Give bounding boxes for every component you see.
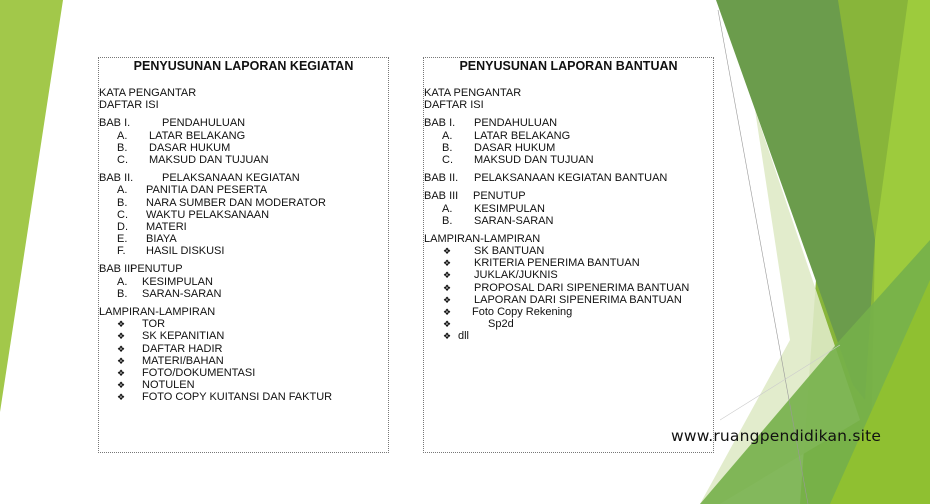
attachment-text: JUKLAK/JUKNIS <box>474 269 558 282</box>
chapter-item <box>99 197 388 209</box>
item-marker: B. <box>117 196 128 209</box>
item-marker: A. <box>117 275 128 288</box>
chapter-item <box>99 130 388 142</box>
item-text: NARA SUMBER DAN MODERATOR <box>146 196 326 209</box>
item-text: KESIMPULAN <box>474 202 545 215</box>
chapter-item <box>424 215 713 227</box>
item-marker: D. <box>117 220 128 233</box>
item-marker: A. <box>442 129 453 142</box>
bullet-diamond-icon: ❖ <box>443 331 452 342</box>
attachment-item <box>99 330 388 342</box>
bullet-diamond-icon: ❖ <box>117 392 126 403</box>
chapter-heading <box>99 172 388 184</box>
chapter-item <box>99 184 388 196</box>
document-laporan-kegiatan <box>98 57 389 453</box>
attachment-text: dll <box>458 330 470 343</box>
item-text: MAKSUD DAN TUJUAN <box>474 153 594 166</box>
chapter-item <box>424 203 713 215</box>
attachment-text: DAFTAR HADIR <box>142 342 223 355</box>
chapter-heading <box>424 190 713 202</box>
item-marker: B. <box>442 141 453 154</box>
chapter-item <box>99 154 388 166</box>
chapter-label: BAB I. <box>99 117 131 130</box>
attachment-item <box>99 355 388 367</box>
attachment-text: SK BANTUAN <box>474 245 545 258</box>
item-text: HASIL DISKUSI <box>146 245 225 258</box>
attachment-text: NOTULEN <box>142 379 195 392</box>
bullet-diamond-icon: ❖ <box>443 270 452 281</box>
attachments-heading: LAMPIRAN-LAMPIRAN <box>424 232 541 245</box>
chapter-item <box>99 209 388 221</box>
attachment-text: Foto Copy Rekening <box>472 306 573 318</box>
item-text: WAKTU PELAKSANAAN <box>146 208 270 221</box>
attachment-text: FOTO COPY KUITANSI DAN FAKTUR <box>142 391 333 404</box>
left-lime-triangle <box>0 0 63 412</box>
front-matter-item: KATA PENGANTAR <box>99 87 197 99</box>
item-text: MAKSUD DAN TUJUAN <box>149 153 269 166</box>
bullet-diamond-icon: ❖ <box>443 282 452 293</box>
attachments-heading: LAMPIRAN-LAMPIRAN <box>99 306 216 318</box>
attachment-text: TOR <box>142 318 166 331</box>
front-matter-item: DAFTAR ISI <box>424 99 484 112</box>
attachment-item <box>99 318 388 330</box>
chapter-item <box>99 288 388 300</box>
chapter-title: PELAKSANAAN KEGIATAN <box>162 172 300 185</box>
item-marker: C. <box>117 153 128 166</box>
chapter-title: PENDAHULUAN <box>162 117 246 130</box>
chapter-item <box>99 245 388 257</box>
bullet-diamond-icon: ❖ <box>443 294 452 305</box>
chapter-title: PENDAHULUAN <box>474 117 558 130</box>
chapter-label: BAB III <box>99 263 134 276</box>
item-text: KESIMPULAN <box>142 275 213 288</box>
attachment-item <box>424 294 713 306</box>
bullet-diamond-icon: ❖ <box>117 319 126 330</box>
item-marker: B. <box>117 141 128 154</box>
website-watermark: www.ruangpendidikan.site <box>671 427 882 445</box>
chapter-title: PENUTUP <box>473 190 526 203</box>
chapter-item <box>99 142 388 154</box>
attachment-item <box>424 306 713 318</box>
attachment-item <box>424 282 713 294</box>
item-marker: A. <box>117 129 128 142</box>
item-marker: A. <box>442 202 453 215</box>
bullet-diamond-icon: ❖ <box>117 355 126 366</box>
attachment-text: MATERI/BAHAN <box>142 354 224 367</box>
bullet-diamond-icon: ❖ <box>117 331 126 342</box>
item-text: LATAR BELAKANG <box>149 129 246 142</box>
chapter-item <box>424 154 713 166</box>
chapter-heading <box>99 263 388 275</box>
item-marker: A. <box>117 184 128 197</box>
attachment-text: Sp2d <box>488 318 514 331</box>
chapter-item <box>99 233 388 245</box>
chapter-item <box>99 221 388 233</box>
chapter-label: BAB I. <box>424 117 456 130</box>
item-marker: B. <box>442 214 453 227</box>
item-marker: E. <box>117 233 128 246</box>
item-text: SARAN-SARAN <box>142 287 222 300</box>
chapter-heading <box>424 117 713 129</box>
item-marker: C. <box>117 208 128 221</box>
chapter-label: BAB II. <box>424 172 459 185</box>
item-marker: F. <box>117 245 126 258</box>
attachment-item <box>424 257 713 269</box>
bullet-diamond-icon: ❖ <box>443 258 452 269</box>
item-text: PANITIA DAN PESERTA <box>146 184 268 197</box>
bullet-diamond-icon: ❖ <box>117 380 126 391</box>
chapter-heading <box>424 172 713 184</box>
attachment-item <box>424 330 713 342</box>
attachment-item <box>99 379 388 391</box>
document-laporan-bantuan <box>423 57 714 453</box>
chapter-label: BAB II. <box>99 172 134 185</box>
bullet-diamond-icon: ❖ <box>117 343 126 354</box>
attachment-item <box>99 391 388 403</box>
chapter-title: PENUTUP <box>130 263 183 276</box>
item-text: SARAN-SARAN <box>474 214 554 227</box>
front-matter-item: DAFTAR ISI <box>99 99 159 112</box>
attachment-text: SK KEPANITIAN <box>142 330 225 343</box>
item-marker: B. <box>117 287 128 300</box>
item-text: DASAR HUKUM <box>474 141 556 154</box>
attachment-text: PROPOSAL DARI SIPENERIMA BANTUAN <box>474 281 690 294</box>
document-title: PENYUSUNAN LAPORAN BANTUAN <box>459 59 678 73</box>
bullet-diamond-icon: ❖ <box>443 307 452 317</box>
chapter-heading <box>99 117 388 129</box>
chapter-item <box>99 276 388 288</box>
item-text: BIAYA <box>146 233 177 246</box>
item-text: DASAR HUKUM <box>149 141 231 154</box>
chapter-title: PELAKSANAAN KEGIATAN BANTUAN <box>474 172 668 185</box>
attachment-item <box>99 343 388 355</box>
attachment-item <box>424 245 713 257</box>
item-marker: C. <box>442 153 453 166</box>
bullet-diamond-icon: ❖ <box>117 367 126 378</box>
chapter-label: BAB III <box>424 190 459 203</box>
chapter-item <box>424 142 713 154</box>
chapter-item <box>424 130 713 142</box>
item-text: LATAR BELAKANG <box>474 129 571 142</box>
document-title: PENYUSUNAN LAPORAN KEGIATAN <box>133 59 354 73</box>
front-matter-item: KATA PENGANTAR <box>424 87 522 99</box>
attachment-item <box>424 269 713 281</box>
item-text: MATERI <box>146 220 187 233</box>
attachment-text: KRITERIA PENERIMA BANTUAN <box>474 257 640 270</box>
attachment-text: FOTO/DOKUMENTASI <box>142 366 256 379</box>
bullet-diamond-icon: ❖ <box>443 319 452 330</box>
attachment-text: LAPORAN DARI SIPENERIMA BANTUAN <box>474 293 682 306</box>
bullet-diamond-icon: ❖ <box>443 246 452 257</box>
attachment-item <box>99 367 388 379</box>
attachment-item <box>424 318 713 330</box>
